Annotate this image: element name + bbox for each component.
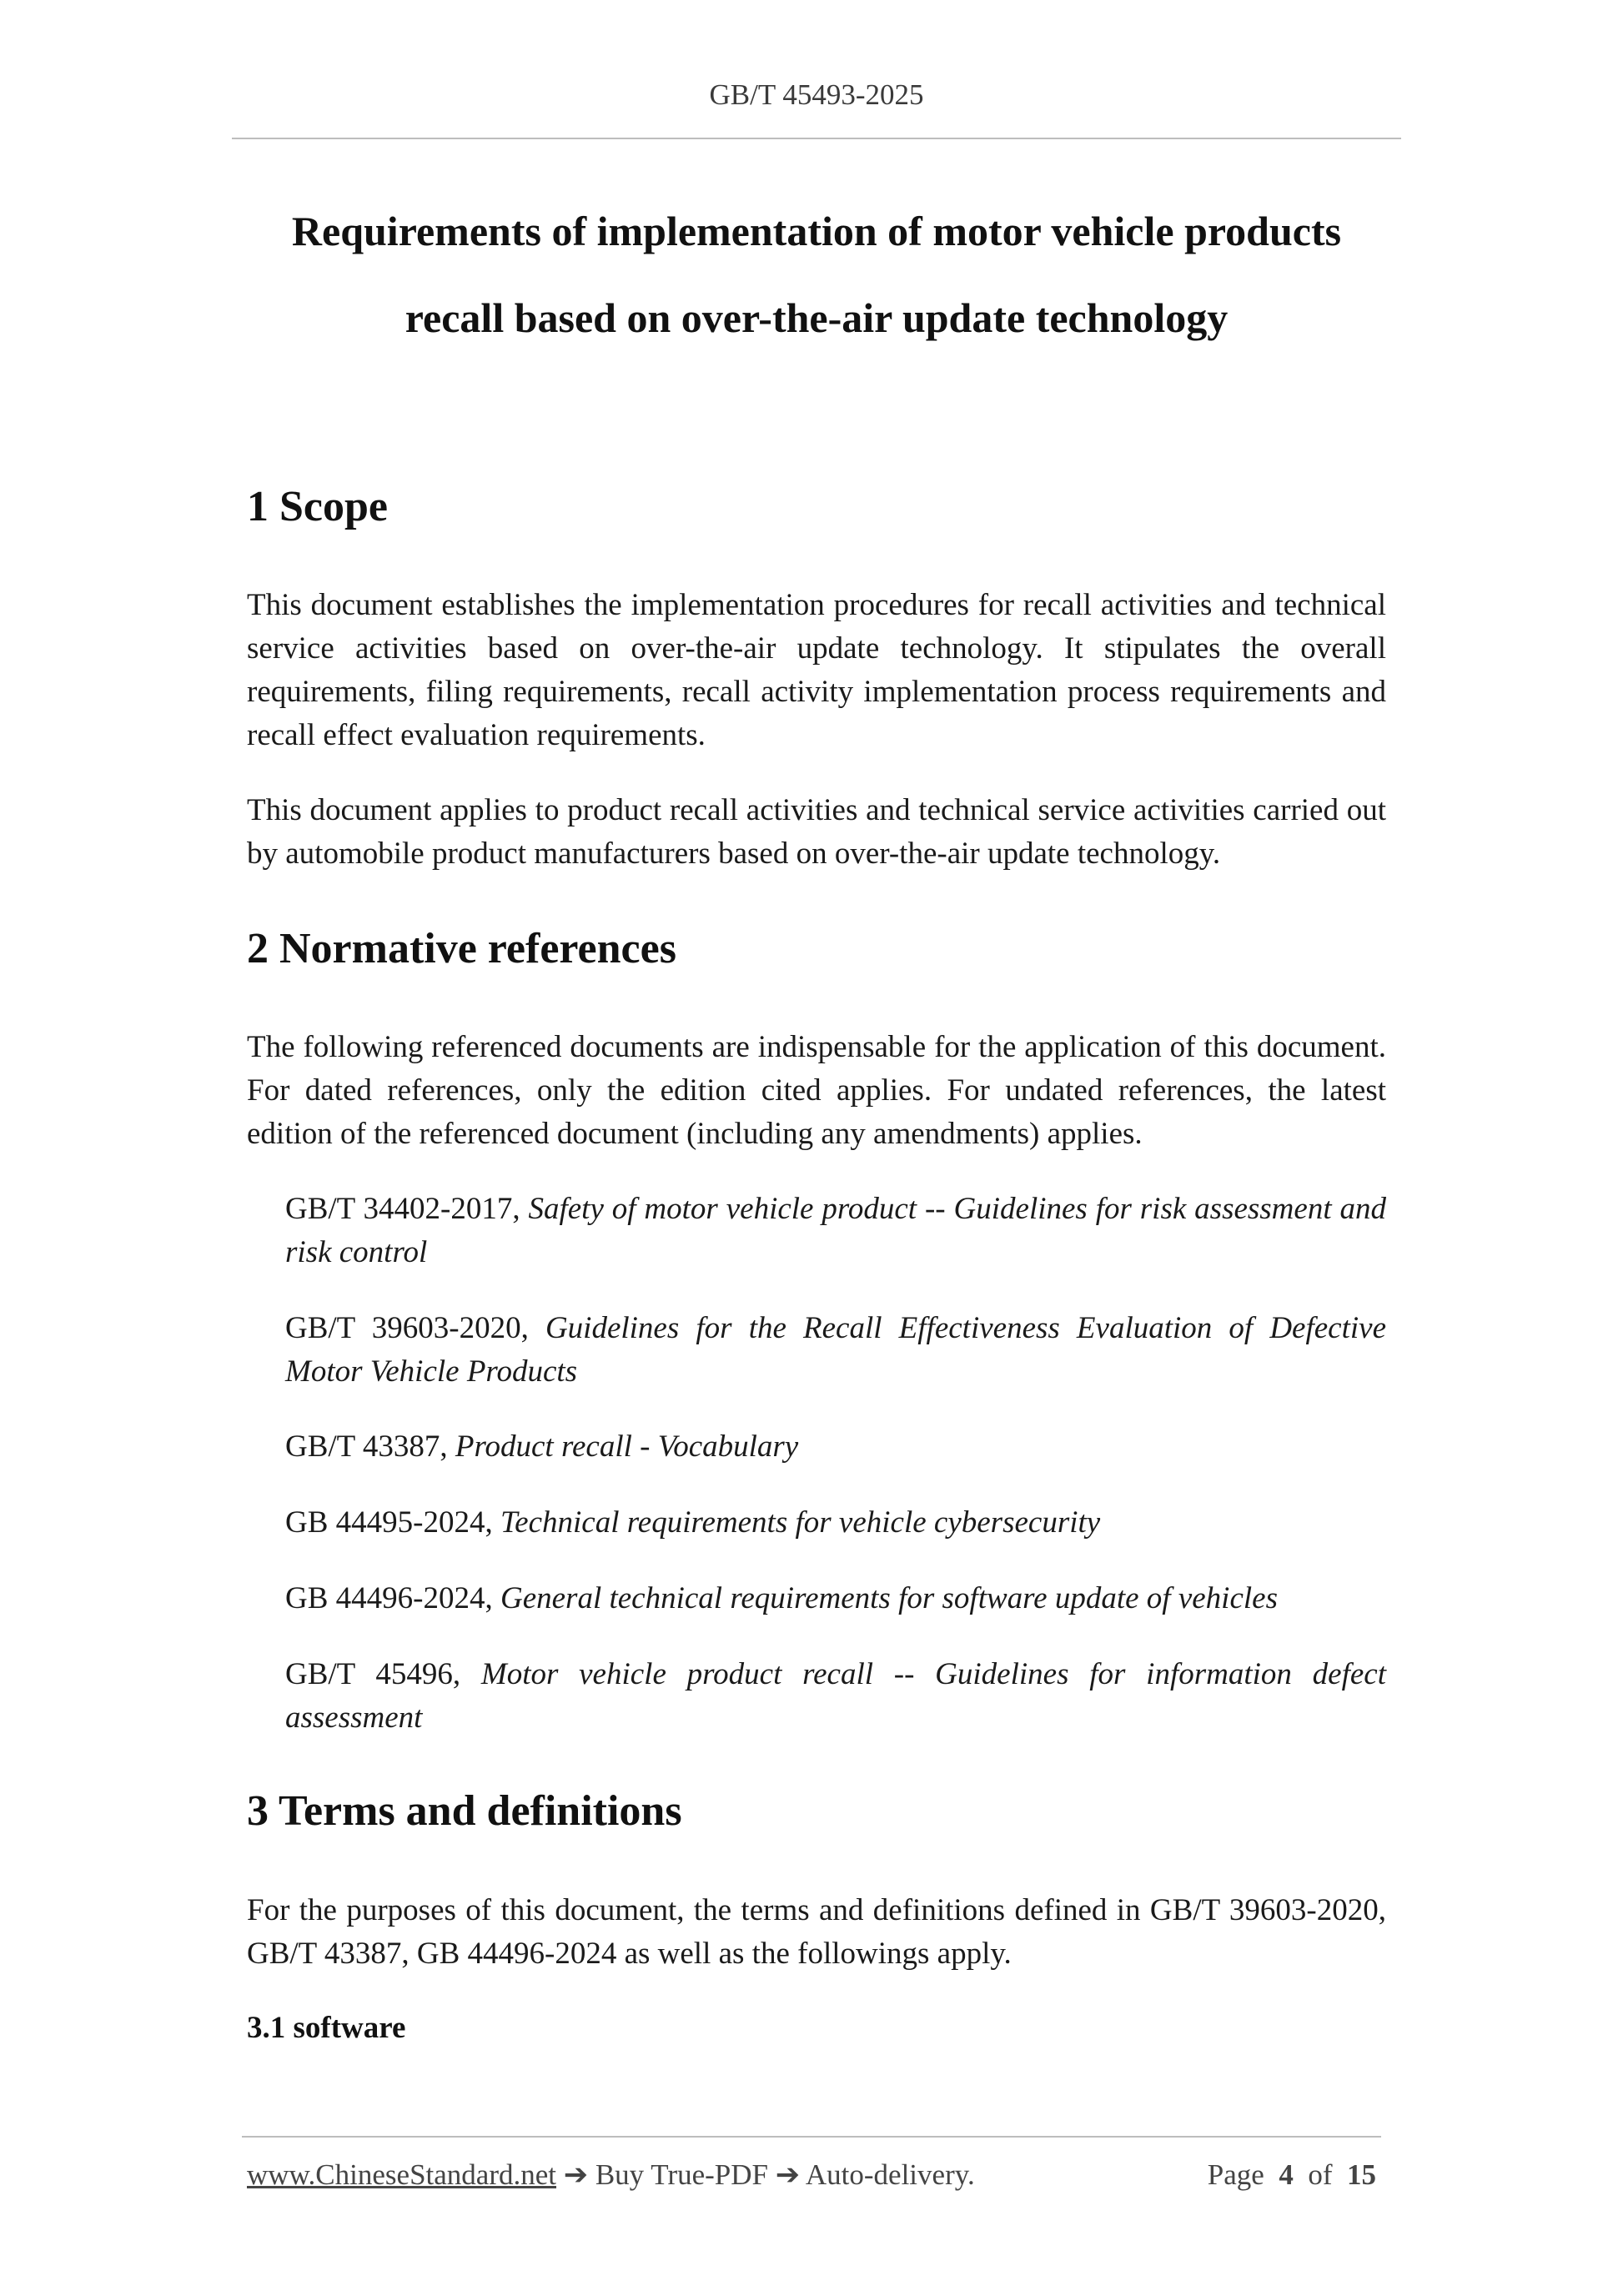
reference-code: GB 44495-2024,	[285, 1505, 500, 1540]
page-label: Page	[1207, 2158, 1264, 2191]
section-heading-normative-references: 2 Normative references	[247, 925, 676, 972]
reference-item	[285, 1425, 1386, 1469]
reference-code: GB 44496-2024,	[285, 1581, 500, 1615]
reference-item	[285, 1188, 1386, 1274]
reference-item	[285, 1577, 1386, 1620]
current-page-number: 4	[1279, 2158, 1294, 2191]
section-heading-terms-and-definitions: 3 Terms and definitions	[247, 1787, 682, 1835]
footer-promo	[247, 2158, 975, 2192]
normative-intro-paragraph: The following referenced documents are indispensable for the application of this document. For dated references, only the edition cited applies. For undated references, the latest edition of the referenced document (including any amendments) applies.	[247, 1030, 1386, 1151]
reference-title: Product recall - Vocabulary	[455, 1429, 799, 1464]
reference-item	[285, 1501, 1386, 1545]
arrow-icon: ➔	[563, 2158, 589, 2191]
reference-code: GB/T 39603-2020,	[285, 1311, 545, 1345]
of-label: of	[1308, 2158, 1333, 2191]
total-page-number: 15	[1347, 2158, 1376, 2191]
document-title	[232, 188, 1401, 361]
reference-item	[285, 1307, 1386, 1394]
running-header: GB/T 45493-2025	[709, 78, 924, 111]
reference-title: Guidelines for the Recall Effectiveness Evaluation of Defective Motor Vehicle Products	[285, 1311, 1386, 1389]
title-line-1: Requirements of implementation of motor vehicle products	[291, 208, 1342, 254]
auto-delivery-text: Auto-delivery.	[800, 2158, 975, 2191]
reference-title: Safety of motor vehicle product -- Guidelines for risk assessment and risk control	[285, 1192, 1386, 1269]
page-indicator	[1208, 2158, 1376, 2192]
scope-paragraph-2: This document applies to product recall activities and technical service activities carried out by automobile product manufacturers based on over-the-air update technology.	[247, 793, 1386, 871]
reference-code: GB/T 34402-2017,	[285, 1192, 529, 1226]
reference-title: Technical requirements for vehicle cybersecurity	[500, 1505, 1101, 1540]
header-rule	[232, 138, 1401, 139]
reference-code: GB/T 43387,	[285, 1429, 455, 1464]
arrow-icon: ➔	[775, 2158, 801, 2191]
reference-item	[285, 1653, 1386, 1740]
buy-true-pdf-text: Buy True-PDF	[588, 2158, 776, 2191]
subsection-heading-software: 3.1 software	[247, 2011, 406, 2045]
reference-title: General technical requirements for software update of vehicles	[500, 1581, 1278, 1615]
footer-rule	[242, 2136, 1381, 2138]
reference-title: Motor vehicle product recall -- Guidelines for information defect assessment	[285, 1657, 1386, 1735]
reference-code: GB/T 45496,	[285, 1657, 481, 1691]
scope-paragraph-1: This document establishes the implementation procedures for recall activities and technical service activities based on over-the-air update technology. It stipulates the overall requirements, filing requirements, recall activity implementation process requirements and recall effect evaluation requirements.	[247, 588, 1386, 752]
section-heading-scope: 1 Scope	[247, 483, 388, 530]
title-line-2: recall based on over-the-air update technology	[404, 294, 1229, 341]
terms-intro-paragraph: For the purposes of this document, the terms and definitions defined in GB/T 39603-2020, GB/T 43387, GB 44496-2024 as well as the followings apply.	[247, 1893, 1386, 1971]
chinesestandard-link[interactable]: www.ChineseStandard.net	[247, 2158, 556, 2191]
